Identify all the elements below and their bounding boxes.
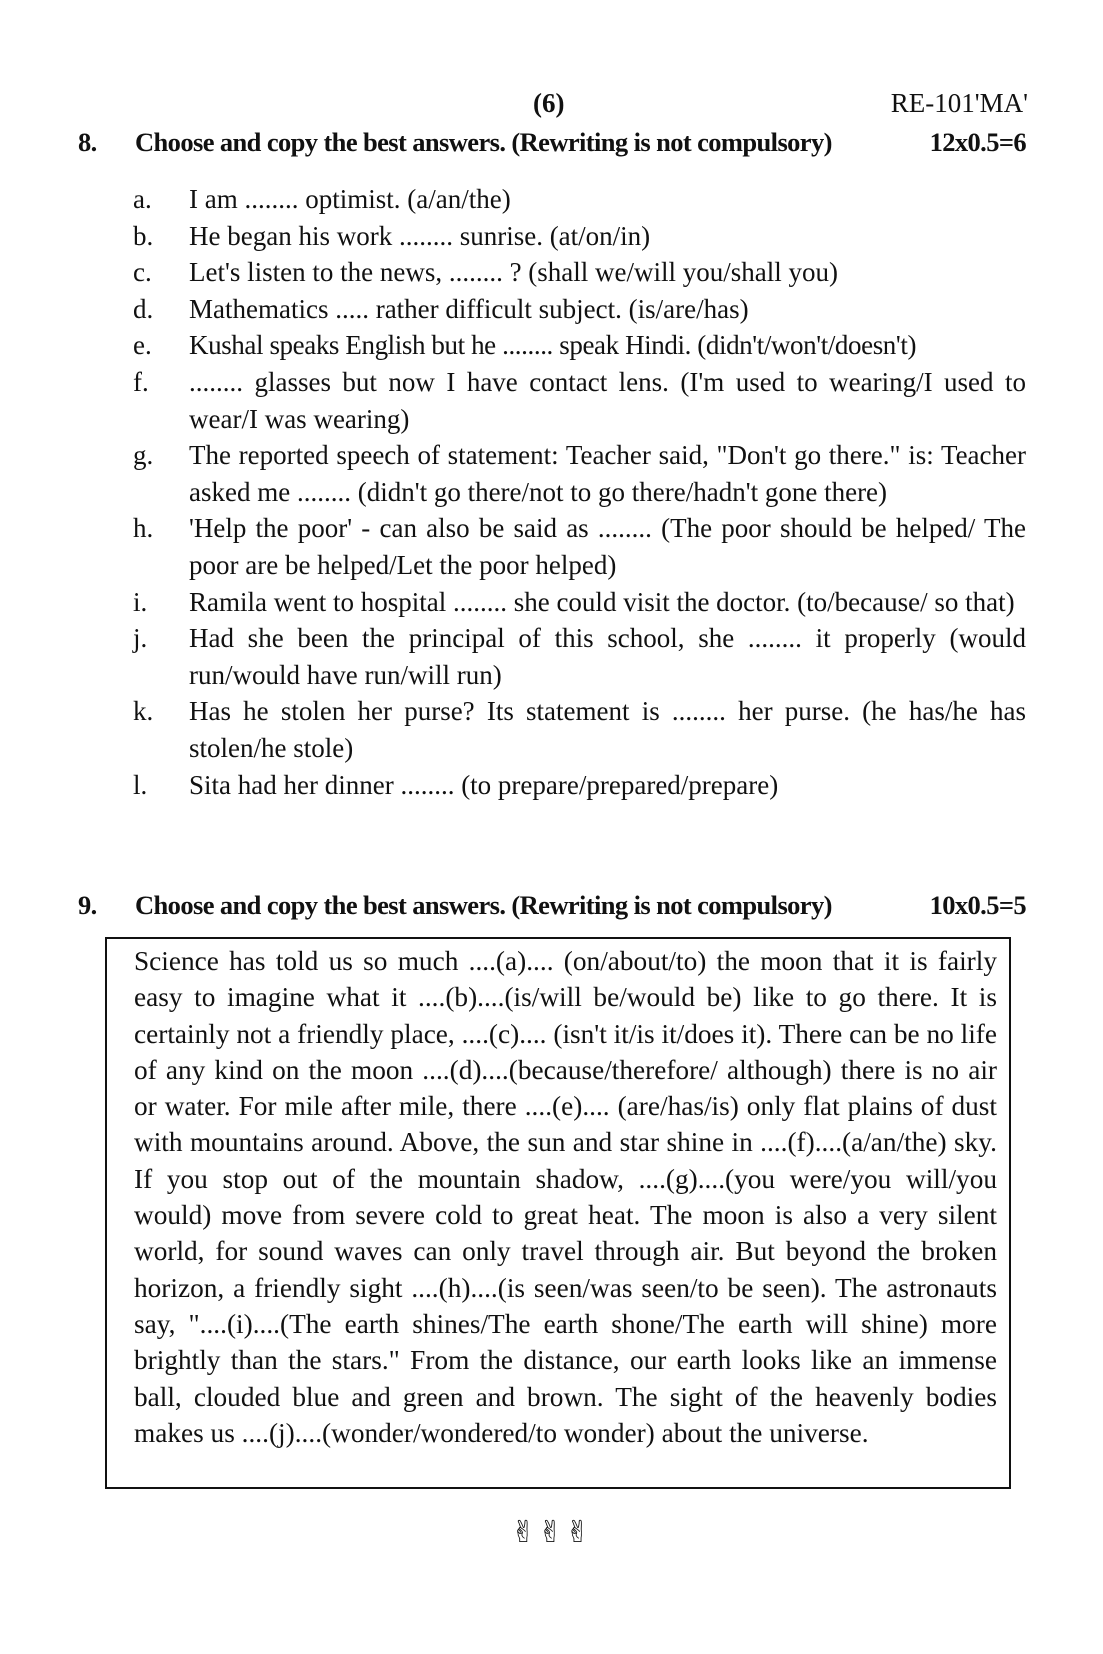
- question-instruction: Choose and copy the best answers. (Rewriting is not compulsory): [135, 127, 832, 157]
- item-text: He began his work ........ sunrise. (at/on/in): [189, 220, 651, 251]
- list-item: [133, 254, 1026, 291]
- end-mark-icon: ✌✌✌: [510, 1515, 593, 1550]
- item-text: Has he stolen her purse? Its statement is ........ her purse. (he has/he has stolen/he stole): [189, 696, 1026, 763]
- list-item: [133, 693, 1026, 766]
- item-text: Kushal speaks English but he ........ speak Hindi. (didn't/won't/doesn't): [189, 330, 917, 361]
- item-letter: f.: [133, 366, 149, 397]
- list-item: [133, 767, 1026, 804]
- item-text: Had she been the principal of this school, she ........ it properly (would run/would have run/will run): [189, 623, 1026, 690]
- item-letter: i.: [133, 586, 148, 617]
- passage-text: Science has told us so much ....(a).... (on/about/to) the moon that it is fairly easy to imagine what it ....(b)....(is/will be/would be) like to go there. It is certainly not a friendly place, ....(c).... (isn't it/is it/does it). There can be no life of any kind on the moon ....(d)....(because/therefore/ although) there is no air or water. For mile after mile, there ....(e).... (are/has/is) only flat plains of dust with mountains around. Above, the sun and star shine in ....(f)....(a/an/the) sky. If you stop out of the mountain shadow, ....(g)....(you were/you will/you would) move from severe cold to great heat. The moon is also a very silent world, for sound waves can only travel through air. But beyond the broken horizon, a friendly sight ....(h)....(is seen/was seen/to be seen). The astronauts say, "....(i)....(The earth shines/The earth shone/The earth will shine) more brightly than the stars." From the distance, our earth looks like an immense ball, clouded blue and green and brown. The sight of the heavenly bodies makes us ....(j)....(wonder/wondered/to wonder) about the universe.: [134, 946, 997, 1448]
- item-letter: c.: [133, 257, 152, 288]
- item-text: Ramila went to hospital ........ she could visit the doctor. (to/because/ so that): [189, 586, 1015, 617]
- question-8-items: [133, 181, 1026, 803]
- question-number: 9.: [78, 890, 97, 920]
- list-item: [133, 364, 1026, 437]
- list-item: [133, 327, 1026, 364]
- item-text: The reported speech of statement: Teacher said, "Don't go there." is: Teacher asked me ........ (didn't go there/not to go there/hadn't gone there): [189, 440, 1026, 507]
- item-letter: a.: [133, 184, 152, 214]
- item-text: Mathematics ..... rather difficult subject. (is/are/has): [189, 293, 749, 324]
- list-item: [133, 510, 1026, 583]
- item-letter: l.: [133, 769, 148, 800]
- page-number: (6): [533, 88, 565, 118]
- item-letter: e.: [133, 330, 152, 361]
- item-letter: d.: [133, 293, 154, 324]
- item-text: ........ glasses but now I have contact lens. (I'm used to wearing/I used to wear/I was wearing): [189, 366, 1026, 434]
- item-text: Sita had her dinner ........ (to prepare/prepared/prepare): [189, 769, 779, 800]
- item-letter: b.: [133, 220, 154, 251]
- list-item: [133, 291, 1026, 328]
- list-item: [133, 181, 1026, 218]
- list-item: [133, 437, 1026, 510]
- item-text: Let's listen to the news, ........ ? (shall we/will you/shall you): [189, 257, 839, 288]
- page-header: [0, 88, 1103, 128]
- list-item: [133, 218, 1026, 255]
- item-letter: g.: [133, 440, 154, 471]
- question-marks: 10x0.5=5: [929, 890, 1026, 920]
- question-marks: 12x0.5=6: [929, 127, 1026, 157]
- question-number: 8.: [78, 127, 97, 157]
- paper-code: RE-101'MA': [890, 88, 1028, 118]
- item-letter: j.: [133, 623, 148, 654]
- item-text: 'Help the poor' - can also be said as ........ (The poor should be helped/ The poor are be helped/Let the poor helped): [189, 513, 1026, 580]
- question-instruction: Choose and copy the best answers. (Rewriting is not compulsory): [135, 890, 832, 920]
- list-item: [133, 620, 1026, 693]
- item-text: I am ........ optimist. (a/an/the): [189, 184, 511, 214]
- passage-box: [105, 937, 1011, 1489]
- list-item: [133, 584, 1026, 621]
- item-letter: k.: [133, 696, 154, 727]
- item-letter: h.: [133, 513, 154, 544]
